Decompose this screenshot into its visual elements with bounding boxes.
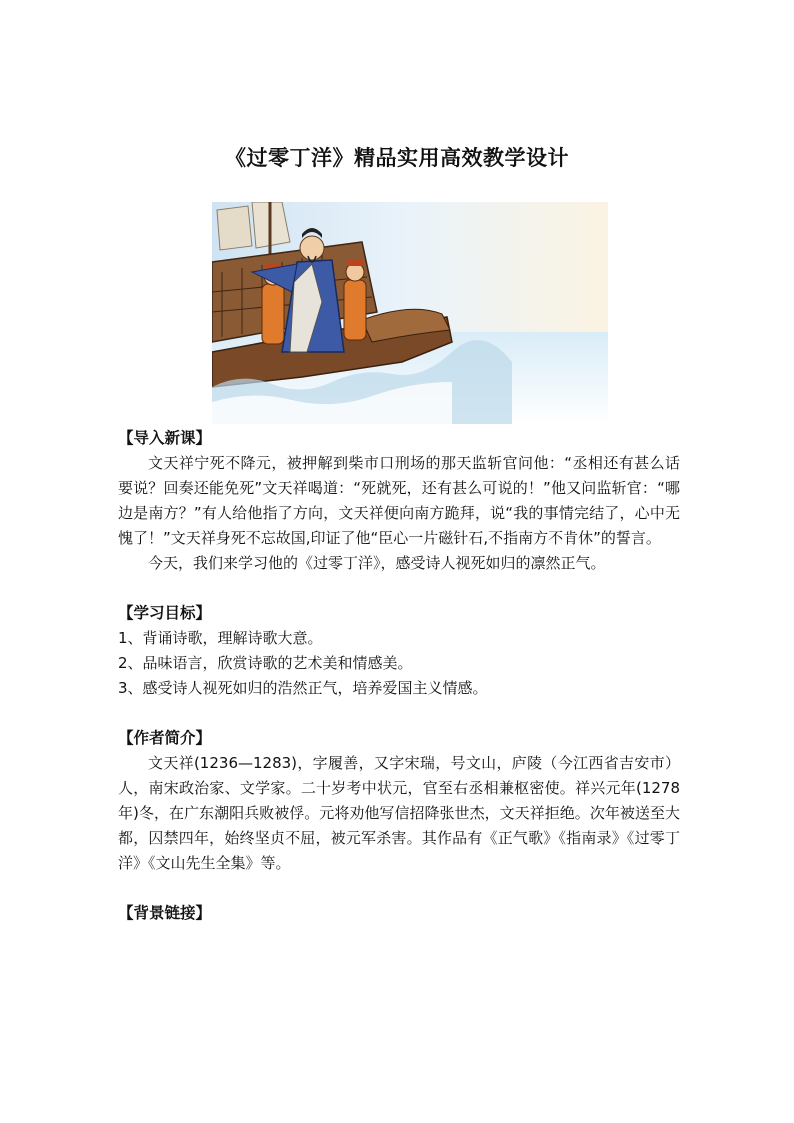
section-heading-intro: 【导入新课】 xyxy=(118,429,212,447)
document-title: 《过零丁洋》精品实用高效教学设计 xyxy=(225,145,569,170)
intro-paragraph-1: 文天祥宁死不降元，被押解到柴市口刑场的那天监斩官问他：“丞相还有甚么话要说？回奏还能免死”文天祥喝道：“死就死，还有甚么可说的！”他又问监斩官：“哪边是南方？”有人给他指了方向，文天祥便向南方跪拜，说“我的事情完结了，心中无愧了！”文天祥身死不忘故国,印证了他“臣心一片磁针石,不指南方不肯休”的誓言。 xyxy=(118,454,680,547)
section-heading-author: 【作者简介】 xyxy=(118,729,212,747)
section-heading-background: 【背景链接】 xyxy=(118,904,212,922)
objective-item: 2、品味语言，欣赏诗歌的艺术美和情感美。 xyxy=(118,654,413,672)
objective-item: 1、背诵诗歌，理解诗歌大意。 xyxy=(118,629,323,647)
document-body xyxy=(118,426,680,926)
objective-item: 3、感受诗人视死如归的浩然正气，培养爱国主义情感。 xyxy=(118,679,488,697)
section-heading-objectives: 【学习目标】 xyxy=(118,604,212,622)
objectives-list xyxy=(118,626,680,701)
intro-paragraph-2: 今天，我们来学习他的《过零丁洋》，感受诗人视死如归的凛然正气。 xyxy=(148,554,606,572)
boat-scene-illustration xyxy=(212,202,608,424)
author-paragraph: 文天祥(1236—1283)，字履善，又字宋瑞，号文山，庐陵（今江西省吉安市）人，南宋政治家、文学家。二十岁考中状元，官至右丞相兼枢密使。祥兴元年(1278年)冬，在广东潮阳兵败被俘。元将劝他写信招降张世杰，文天祥拒绝。次年被送至大都，囚禁四年，始终坚贞不屈，被元军杀害。其作品有《正气歌》《指南录》《过零丁洋》《文山先生全集》等。 xyxy=(118,754,680,872)
